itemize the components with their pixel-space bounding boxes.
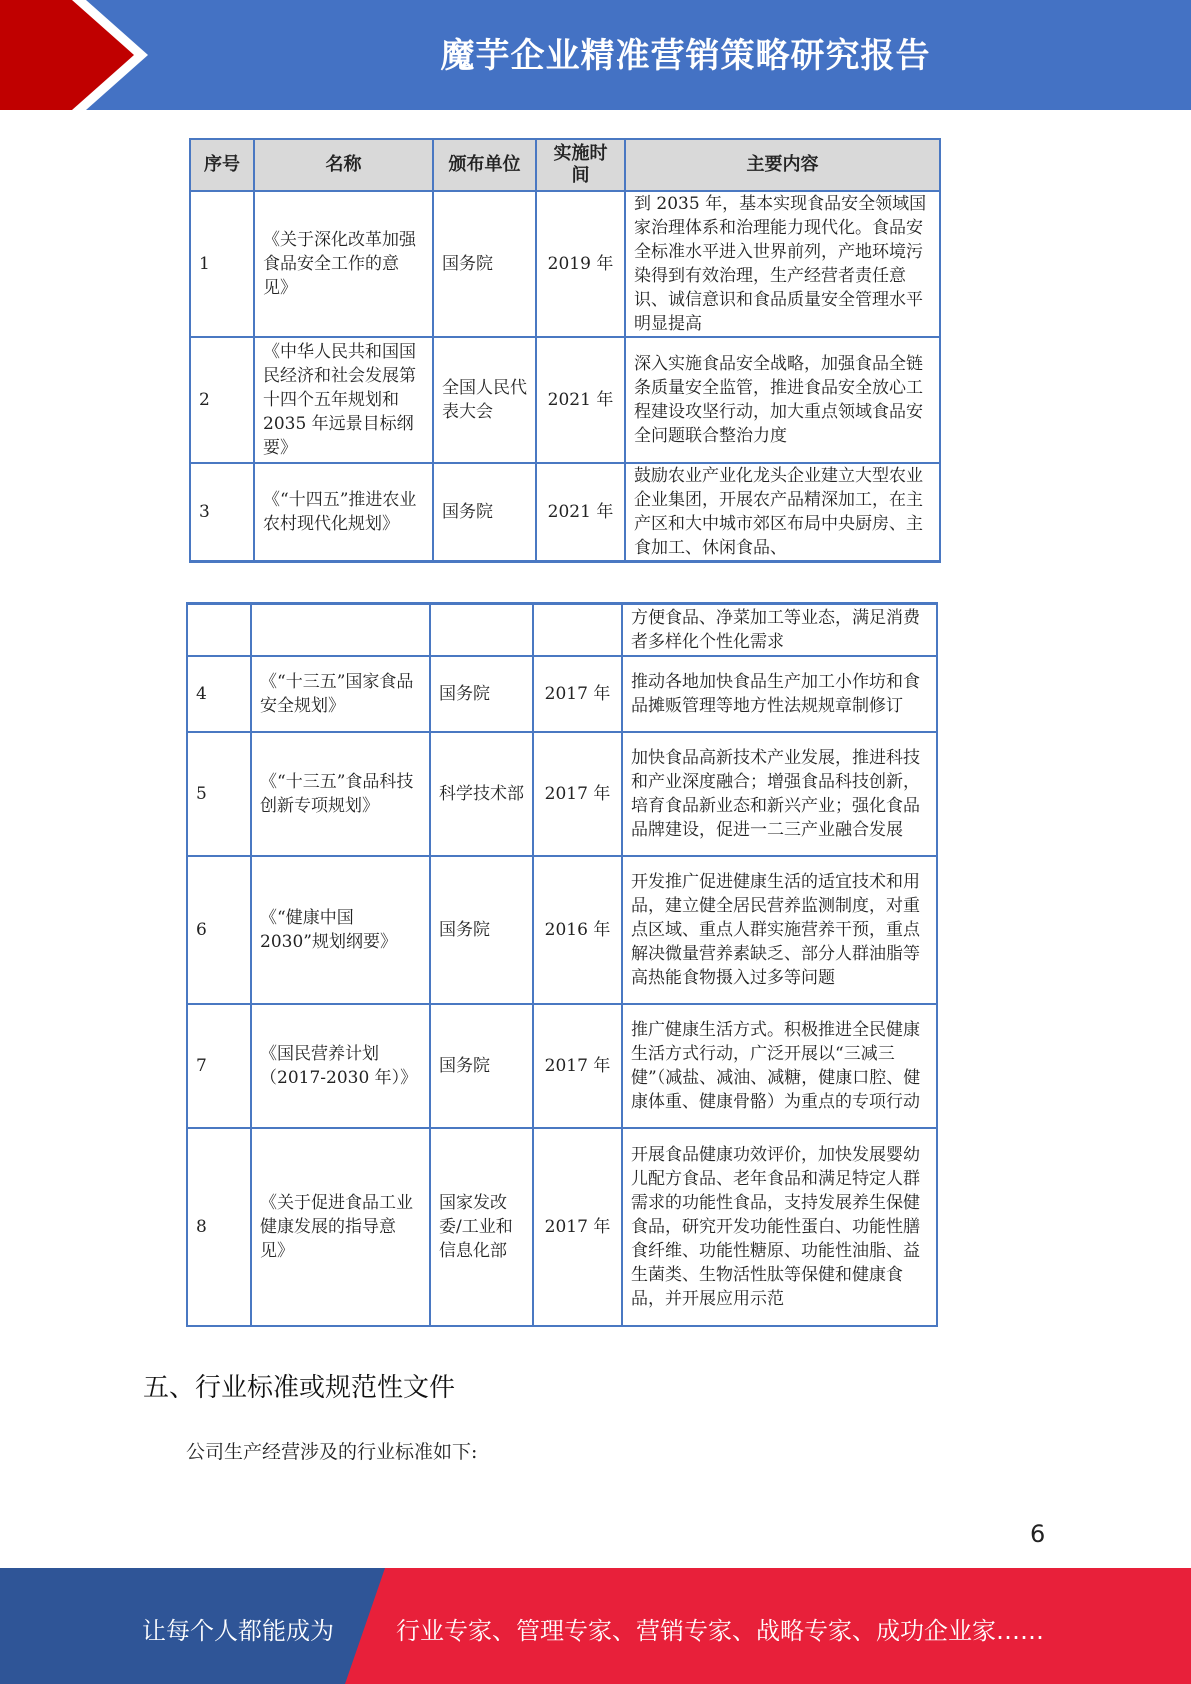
row-name: 《“健康中国 2030”规划纲要》 [251,856,430,1004]
table-row [187,856,937,1004]
row-name: 《“十三五”食品科技创新专项规划》 [251,732,430,856]
footer-slogan-right: 行业专家、管理专家、营销专家、战略专家、成功企业家…… [396,1617,1044,1645]
row-issuer: 国务院 [430,1004,533,1128]
row-no: 3 [190,463,254,562]
row-no: 1 [190,191,254,337]
page-footer-banner [0,1568,1191,1684]
policy-table-part2 [186,602,938,1327]
row-name: 《关于促进食品工业健康发展的指导意见》 [251,1128,430,1326]
page-header-banner [0,0,1191,110]
table-row [190,337,940,463]
row-issuer: 国务院 [433,191,536,337]
row-no: 7 [187,1004,251,1128]
table-row [187,732,937,856]
row-year: 2017 年 [533,1004,622,1128]
row-content: 推动各地加快食品生产加工小作坊和食品摊贩管理等地方性法规规章制修订 [622,656,937,732]
table-continuation-row [187,604,937,656]
row-issuer: 国务院 [430,656,533,732]
section-heading: 五、行业标准或规范性文件 [143,1373,456,1403]
header-content: 主要内容 [625,139,940,191]
row-no: 2 [190,337,254,463]
row-content: 开发推广促进健康生活的适宜技术和用品，建立健全居民营养监测制度，对重点区域、重点人群实施营养干预，重点解决微量营养素缺乏、部分人群油脂等高热能食物摄入过多等问题 [622,856,937,1004]
row-issuer: 国务院 [430,856,533,1004]
intro-paragraph: 公司生产经营涉及的行业标准如下: [186,1441,478,1463]
page-number: 6 [1030,1520,1046,1548]
row-content: 加快食品高新技术产业发展，推进科技和产业深度融合；增强食品科技创新，培育食品新业态和新兴产业；强化食品品牌建设，促进一二三产业融合发展 [622,732,937,856]
row-name: 《“十三五”国家食品安全规划》 [251,656,430,732]
row-year: 2021 年 [536,337,625,463]
table-header-row [190,139,940,191]
report-title: 魔芋企业精准营销策略研究报告 [440,36,931,76]
table-row [187,656,937,732]
row-no: 5 [187,732,251,856]
row-name: 《“十四五”推进农业农村现代化规划》 [254,463,433,562]
row-no: 6 [187,856,251,1004]
row-content-continued: 方便食品、净菜加工等业态，满足消费者多样化个性化需求 [622,604,937,656]
row-content: 鼓励农业产业化龙头企业建立大型农业企业集团，开展农产品精深加工，在主产区和大中城市郊区布局中央厨房、主食加工、休闲食品、 [625,463,940,562]
row-name: 《中华人民共和国国民经济和社会发展第十四个五年规划和 2035 年远景目标纲要》 [254,337,433,463]
header-no: 序号 [190,139,254,191]
policy-table-part1 [189,138,941,563]
row-issuer: 国家发改委/工业和信息化部 [430,1128,533,1326]
row-content: 深入实施食品安全战略，加强食品全链条质量安全监管，推进食品安全放心工程建设攻坚行动，加大重点领域食品安全问题联合整治力度 [625,337,940,463]
row-content: 开展食品健康功效评价，加快发展婴幼儿配方食品、老年食品和满足特定人群需求的功能性食品，支持发展养生保健食品，研究开发功能性蛋白、功能性膳食纤维、功能性糖原、功能性油脂、益生菌类、生物活性肽等保健和健康食品，并开展应用示范 [622,1128,937,1326]
row-year: 2017 年 [533,656,622,732]
footer-slogan-left: 让每个人都能成为 [142,1617,334,1645]
table-row [187,1128,937,1326]
header-arrow-icon [0,0,160,110]
row-issuer: 国务院 [433,463,536,562]
row-name: 《关于深化改革加强食品安全工作的意见》 [254,191,433,337]
row-no: 4 [187,656,251,732]
table-row [187,1004,937,1128]
row-content: 推广健康生活方式。积极推进全民健康生活方式行动，广泛开展以“三减三健”（减盐、减油、减糖，健康口腔、健康体重、健康骨骼）为重点的专项行动 [622,1004,937,1128]
row-content: 到 2035 年，基本实现食品安全领域国家治理体系和治理能力现代化。食品安全标准水平进入世界前列，产地环境污染得到有效治理，生产经营者责任意识、诚信意识和食品质量安全管理水平明显提高 [625,191,940,337]
row-year: 2017 年 [533,1128,622,1326]
row-issuer: 全国人民代表大会 [433,337,536,463]
row-issuer: 科学技术部 [430,732,533,856]
table-row [190,191,940,337]
row-year: 2021 年 [536,463,625,562]
header-name: 名称 [254,139,433,191]
row-year: 2016 年 [533,856,622,1004]
header-year: 实施时间 [536,139,625,191]
row-name: 《国民营养计划（2017-2030 年）》 [251,1004,430,1128]
header-issuer: 颁布单位 [433,139,536,191]
row-no: 8 [187,1128,251,1326]
row-year: 2019 年 [536,191,625,337]
table-row [190,463,940,562]
row-year: 2017 年 [533,732,622,856]
